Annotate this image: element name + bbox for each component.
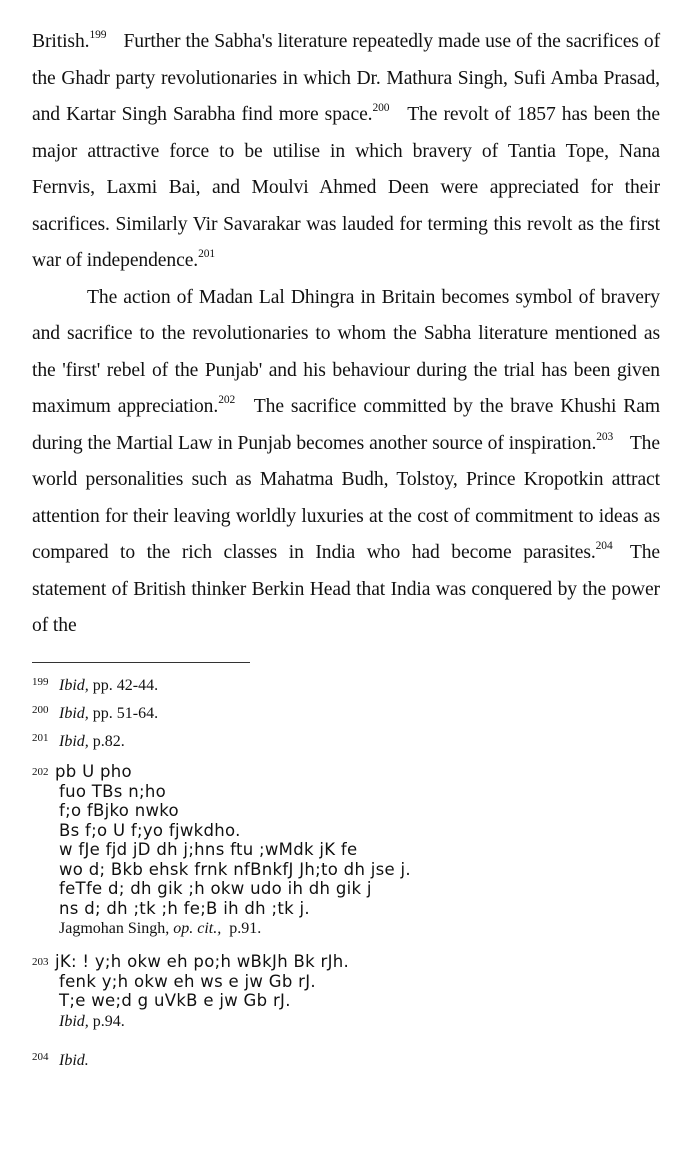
footnote-ref-202[interactable]: 202 <box>218 394 236 406</box>
citation-author: Jagmohan Singh, <box>59 920 174 937</box>
footnote-202 <box>32 762 660 940</box>
footnote-ref-200[interactable]: 200 <box>372 102 390 114</box>
verse-line: fuo TBs n;ho <box>59 781 167 801</box>
footnote-pages: pp. 42-44. <box>88 677 159 694</box>
footnote-divider <box>32 662 250 663</box>
verse-line: Bs f;o U f;yo fjwkdho. <box>59 820 241 840</box>
citation <box>59 918 660 940</box>
footnote-ibid: Ibid, <box>59 677 89 694</box>
page-body <box>32 24 660 645</box>
footnotes <box>32 672 660 1075</box>
footnote-201 <box>32 728 660 756</box>
footnote-ibid: Ibid, <box>59 705 89 722</box>
footnote-number: 201 <box>32 732 49 744</box>
verse-line: ns d; dh ;tk ;h fe;B ih dh ;tk j. <box>59 898 310 918</box>
footnote-number: 199 <box>32 676 49 688</box>
verse-line: f;o fBjko nwko <box>59 801 179 820</box>
citation-ibid: Ibid, <box>59 1012 89 1030</box>
text-segment: The statement of British thinker Berkin Head that India was conquered by the power of the <box>32 542 661 636</box>
text-segment: Further the Sabha's literature repeatedly made use of the sacrifices of the Ghadr party revolutionaries in which Dr. Mathura Singh, Sufi Amba Prasad, and Kartar Singh Sarabha find more space. <box>32 31 660 125</box>
verse-line: wo d; Bkb ehsk frnk nfBnkfJ Jh;to dh jse j. <box>59 859 411 879</box>
footnote-ref-204[interactable]: 204 <box>595 540 613 552</box>
text-segment: The revolt of 1857 has been the major attractive force to be utilise in which bravery of Tantia Tope, Nana Fernvis, Laxmi Bai, and Moulvi Ahmed Deen were appreciated for their sacrifices. Similarly Vir Savarakar was lauded for terming this revolt as the first war of independence. <box>32 104 660 271</box>
footnote-204 <box>32 1047 660 1075</box>
footnote-ref-199[interactable]: 199 <box>89 29 107 41</box>
footnote-203 <box>32 952 660 1033</box>
footnote-ref-203[interactable]: 203 <box>596 430 614 443</box>
footnote-ref-201[interactable]: 201 <box>198 248 216 260</box>
citation <box>59 1011 660 1033</box>
verse-line: feTfe d; dh gik ;h okw udo ih dh gik j <box>59 879 372 898</box>
footnote-number: 204 <box>32 1050 49 1063</box>
verse-line: T;e we;d g uVkB e jw Gb rJ. <box>59 991 291 1010</box>
verse-line: pb U pho <box>55 762 132 781</box>
text-segment: British. <box>32 31 90 52</box>
footnote-200 <box>32 700 660 728</box>
text-segment: The sacrifice committed by the brave Khushi Ram during the Martial Law in Punjab becomes another source of inspiration. <box>32 396 661 454</box>
citation-opcit: op. cit., <box>173 920 222 937</box>
footnote-number: 203 <box>32 956 49 968</box>
verse-line: jK: ! y;h okw eh po;h wBkJh Bk rJh. <box>55 952 350 971</box>
footnote-199 <box>32 672 660 700</box>
footnote-ibid: Ibid. <box>59 1051 89 1069</box>
citation-page: p.91. <box>221 920 262 937</box>
text-segment: The world personalities such as Mahatma Budh, Tolstoy, Prince Kropotkin attract attention for their leaving worldly luxuries at the cost of commitment to ideas as compared to the rich classes in India who had become parasites. <box>32 432 660 563</box>
footnote-pages: pp. 51-64. <box>88 705 159 722</box>
text-segment: The action of Madan Lal Dhingra in Britain becomes symbol of bravery and sacrifice to the revolutionaries to whom the Sabha literature mentioned as the 'first' rebel of the Punjab' and his behaviour during the trial has been given maximum appreciation. <box>32 286 660 417</box>
paragraph-1 <box>32 24 660 280</box>
citation-page: p.94. <box>88 1012 125 1030</box>
footnote-number: 202 <box>32 766 49 778</box>
footnote-number: 200 <box>32 704 49 716</box>
paragraph-2 <box>32 280 660 645</box>
verse-line: fenk y;h okw eh ws e jw Gb rJ. <box>59 971 316 991</box>
footnote-ibid: Ibid, <box>59 733 89 750</box>
verse-line: w fJe fjd jD dh j;hns ftu ;wMdk jK fe <box>59 840 358 859</box>
footnote-pages: p.82. <box>88 733 125 750</box>
